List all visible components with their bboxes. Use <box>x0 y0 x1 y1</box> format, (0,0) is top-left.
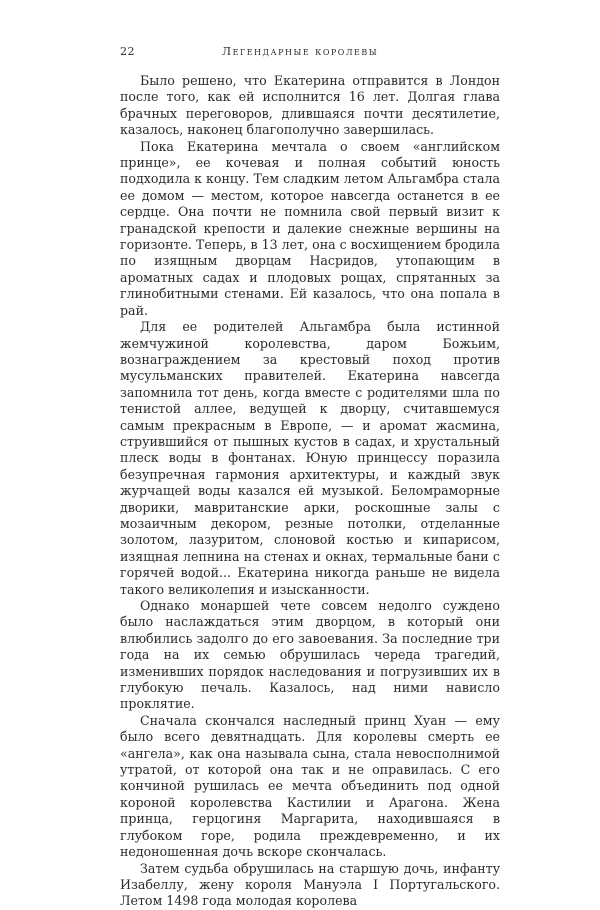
paragraph: Затем судьба обрушилась на старшую дочь, инфанту Изабеллу, жену короля Мануэла I Португальского. Летом 1498 года молодая королева <box>120 860 500 909</box>
paragraph: Однако монаршей чете совсем недолго суждено было наслаждаться этим дворцом, в который они влюбились задолго до его завоевания. За последние три года на их семью обрушилась череда трагедий, изменивших порядок наследования и погрузивших их в глубокую печаль. Казалось, над ними нависло проклятие. <box>120 598 500 712</box>
page-number: 22 <box>120 45 135 58</box>
paragraph: Для ее родителей Альгамбра была истинной жемчужиной королевства, даром Божьим, вознаграждением за крестовый поход против мусульманских правителей. Екатерина навсегда запомнила тот день, когда вместе с родителями шла по тенистой аллее, ведущей к дворцу, считавшемуся самым прекрасным в Европе, — и аромат жасмина, струившийся от пышных кустов в садах, и хрустальный плеск воды в фонтанах. Юную принцессу поразила безупречная гармония архитектуры, и каждый звук журчащей воды казался ей музыкой. Беломраморные дворики, мавританские арки, роскошные залы с мозаичным декором, резные потолки, отделанные золотом, лазуритом, слоновой костью и кипарисом, изящная лепнина на стенах и окнах, термальные бани с горячей водой... Екатерина никогда раньше не видела такого великолепия и изысканности. <box>120 319 500 597</box>
book-title: Легендарные королевы <box>221 45 379 58</box>
running-head <box>120 45 480 59</box>
paragraph: Сначала скончался наследный принц Хуан — ему было всего девятнадцать. Для королевы смерть ее «ангела», как она называла сына, стала невосполнимой утратой, от которой она так и не оправилась. С его кончиной рушилась ее мечта объединить под одной короной королевства Кастилии и Арагона. Жена принца, герцогиня Маргарита, находившаяся в глубоком горе, родила преждевременно, и их недоношенная дочь вскоре скончалась. <box>120 712 500 860</box>
body-text <box>120 73 500 910</box>
paragraph: Было решено, что Екатерина отправится в Лондон после того, как ей исполнится 16 лет. Долгая глава брачных переговоров, длившаяся почти десятилетие, казалось, наконец благополучно завершилась. <box>120 73 500 138</box>
paragraph: Пока Екатерина мечтала о своем «английском принце», ее кочевая и полная событий юность подходила к концу. Тем сладким летом Альгамбра стала ее домом — местом, которое навсегда останется в ее сердце. Она почти не помнила свой первый визит к гранадской крепости и далекие снежные вершины на горизонте. Теперь, в 13 лет, она с восхищением бродила по изящным дворцам Насридов, утопающим в ароматных садах и плодовых рощах, спрятанных за глинобитными стенами. Ей казалось, что она попала в рай. <box>120 138 500 318</box>
